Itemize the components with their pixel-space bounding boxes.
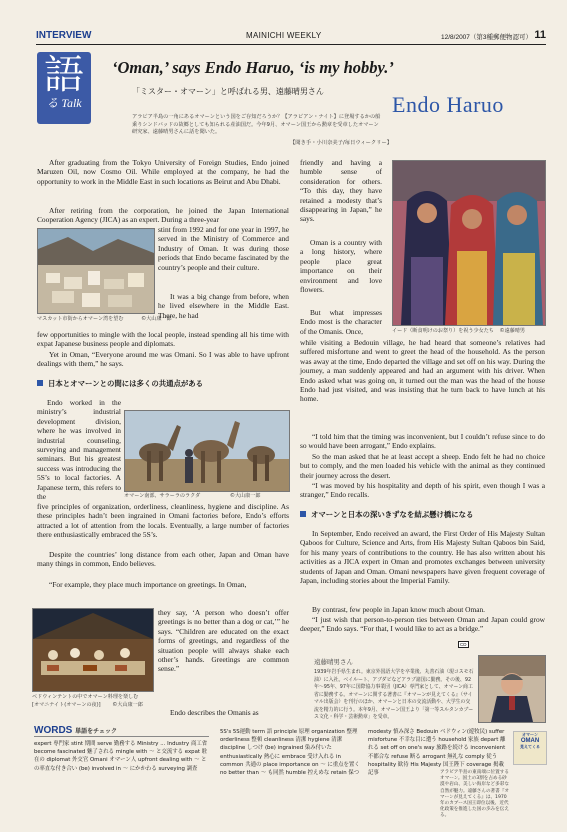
badge-kanji: 語 xyxy=(44,52,84,98)
glossary-col2: 5S's 5S運動 term 語 principle 原理 organization 整理 orderliness 整頓 cleanliness 清潔 hygiene 清潔 discipline しつけ (be) ingrained 染み付いた enthusiastically 熱心に embrace 受け入れる in common 共通の place importance on ～ に重点を置く no better than ～ も同然 humble 控えめな retain 保つ modesty 慎み深さ Bedouin ベドウィン(遊牧民) suffer misfortune 不幸な目に遭う household 家族 depart 離れる set off on one's way 旅路を続ける inconvenient 不都合な refuse 断る arrogant 無礼な comply 従う hospitality 歓待 His Majesty 国王陛下 coverage 掲載記事 xyxy=(220,729,506,777)
photo-caption: ベドウィンテントの中でオマーン料理を楽しむ xyxy=(32,694,139,700)
book-blurb: アラビア半島の東南端に位置するオマーン。国土の3割を占める砂漠や岩山、美しい海岸など多彩な自然が魅力。遠藤さんの著書『オマーンが見えてくる』は、1970年のカブース国王即位以後、近代化政策を推進した国の歩みを伝える。 xyxy=(440,770,509,819)
section-label: INTERVIEW xyxy=(36,30,92,41)
book-cover-ad: オマーン OMAN 見えてくる xyxy=(513,731,547,765)
cd-audio-icon: CD xyxy=(460,642,467,647)
article-paragraph: So the man asked that he at least accept a sheep. Endo felt he had no choice but to comply, and the men loaded his vehicle with the animal as they continued their journey across the desert. xyxy=(300,452,545,480)
photo-muscat-city xyxy=(37,228,155,314)
article-paragraph: Endo worked in the ministry’s industrial development division, where he was involved in industrial counseling, surveying and management seminars. But his greatest success was introducing the 5S’s to local factories. A Japanese term, this refers to the xyxy=(37,398,121,502)
headline: ‘Oman,’ says Endo Haruo, ‘is my hobby.’ xyxy=(112,58,394,77)
badge-talk-label: る Talk xyxy=(46,96,82,110)
photo-camels xyxy=(124,410,290,492)
issue-date: 12/8/2007（第3種郵便物認可） xyxy=(441,34,533,41)
article-paragraph: friendly and having a humble sense of consideration for others. “To this day, they have retained a modesty that’s disappearing in Japan,” he says. xyxy=(300,158,382,224)
article-paragraph: while visiting a Bedouin village, he had heard that someone’s relatives had suffered misfortune and went to greet the head of the household. As the person was away at the time, Endo departed the village and set off on his way. During the journey, a man suddenly appeared and had an argument with his driver. When Endo asked what was going on, it turned out the man was the head of the house Endo had just visited, and was insisting that he turn back to have lunch at his home. xyxy=(300,338,545,404)
article-paragraph: After retiring from the corporation, he joined the Japan International Cooperation Agency (JICA) as an expert. During a three-year xyxy=(37,206,289,225)
lead-paragraph-japanese: アラビア半島の一角にあるオマーンという国をご存知だろうか？【アラビアン・ナイト】に登場するかの船乗りシンドバッドの故郷としても知られる産油国だ。今年9月、オマーン国王から勲章を受章したオマーン研究家、遠藤晴男さんに話を聞いた。 xyxy=(132,114,381,136)
words-title: WORDS 単語をチェック xyxy=(34,725,209,737)
talk-badge xyxy=(37,52,91,124)
profile-name: 遠藤晴男さん xyxy=(314,658,353,666)
photo-caption: オマーン南部、サラーラのラクダ ©大山康一郎 xyxy=(124,493,261,499)
interviewee-name: Endo Haruo xyxy=(392,92,504,117)
photo-caption: [オマニナイト(オマーンの夜)] ©大山康一郎 xyxy=(32,702,143,708)
subheading: 日本とオマーンとの間には多くの共通点がある xyxy=(37,378,203,389)
article-paragraph: After graduating from the Tokyo University of Foreign Studies, Endo joined Maruzen Oil, now Cosmo Oil. While employed at the company, he had the opportunity to work in the Middle East in such locations as Beirut and Abu Dhabi. xyxy=(37,158,289,186)
article-paragraph: “I was moved by his hospitality and depth of his spirit, even though I was a stranger,” Endo recalls. xyxy=(300,481,545,500)
article-paragraph: Endo describes the Omanis as xyxy=(170,708,259,717)
square-bullet-icon xyxy=(37,380,43,386)
page-header xyxy=(36,30,546,45)
photo-caption: マスカット市街からオマーン湾を望む ©大山康一郎 xyxy=(37,316,172,322)
publication-name: MAINICHI WEEKLY xyxy=(246,31,322,40)
photo-omani-girls xyxy=(392,160,546,326)
article-paragraph: “I just wish that person-to-person ties between Oman and Japan could grow deeper,” Endo says. “For that, I would like to act as a bridge.” xyxy=(300,615,545,634)
profile-text: 1939年岩手県生まれ。東京外国語大学を卒業後、丸善石油（現コスモ石油）に入社。ベイルート、アブダビなどアラブ諸国に勤務。その後、92年～95年、97年に国際協力事業団（JICA）専門家として、オマーン商工省に勤務する。オマーンに関する著書に『オマーンが見えてくる』（サイマル出版会）を刊行のほか、オマーンと日本の交流活動や、大学生の交流を精力的に行う。本年9月、オマーン国王より「第一等スルタンカブース文化・科学・芸術勲章」を受章。 xyxy=(314,669,474,720)
article-paragraph: five principles of organization, orderliness, cleanliness, hygiene and discipline. As these principles hadn’t been ingrained in Omani factories before, Endo’s efforts attracted a lot of attention from the locals. Eventually, a large number of factories there enthusiastically embraced the 5S’s. xyxy=(37,502,289,540)
subhead-japanese: 「ミスター・オマーン」と呼ばれる男、遠藤晴男さん xyxy=(132,87,324,96)
article-paragraph: In September, Endo received an award, the First Order of His Majesty Sultan Qaboos for Culture, Science and Arts, from His Majesty Sultan Qaboos bin Said, for his many years of contributions to the country. He has also written about his activities as a JICA expert in Oman and promotes exchanges between university students of Japan and Oman. Omani newspapers have given frequent coverage of Japan, including stories about the Imperial Family. xyxy=(300,529,545,586)
article-paragraph: “For example, they place much importance on greetings. In Oman, xyxy=(49,580,247,589)
photo-caption: イード（断食明けのお祭り）を祝う少女たち ©遠藤晴男 xyxy=(392,328,525,334)
article-paragraph: “I told him that the timing was inconvenient, but I couldn’t refuse since to do so would have been arrogant,” Endo explains. xyxy=(300,432,545,451)
article-paragraph: By contrast, few people in Japan know much about Oman. xyxy=(312,605,486,614)
article-paragraph: Oman is a country with a long history, where people place great importance on their environment and love flowers. xyxy=(300,238,382,295)
page-number: 11 xyxy=(534,29,546,41)
article-paragraph: It was a big change from before, when he lived elsewhere in the Middle East. There, he had xyxy=(158,292,289,320)
interviewer-credit: 【聞き手・小川奈美子/毎日ウィークリー】 xyxy=(290,140,393,146)
article-paragraph: But what impresses Endo most is the character of the Omanis. Once, xyxy=(300,308,382,336)
glossary-col1: expert 専門家 stint 期間 serve 勤務する Ministry ... Industry 商工省 become fascinated 魅了される mingle with ～ と交流する expat 駐在の diplomat 外交官 Omani オマーン人 upfront dealing with ～ との率直な付き合い (be) involved in ～ にかかわる surveying 調査 xyxy=(34,741,208,772)
article-paragraph: stint from 1992 and for one year in 1997, he served in the Ministry of Commerce and Industry of Oman. It was during those periods that Endo became fascinated by the country’s people and their culture. xyxy=(158,225,289,272)
photo-bedouin-tent xyxy=(32,608,154,692)
square-bullet-icon xyxy=(300,511,306,517)
subheading: オマーンと日本の深いきずなを結ぶ懸け橋になる xyxy=(300,509,473,520)
article-paragraph: they say, ‘A person who doesn’t offer greetings is no better than a dog or cat,’” he says. “Children are educated on the exact forms of greetings, and regardless of the situation people will always shake each other’s hands. Greetings are common sense.” xyxy=(158,608,289,674)
article-paragraph: Despite the countries’ long distance from each other, Japan and Oman have many things in common, Endo believes. xyxy=(37,550,289,569)
photo-endo-portrait xyxy=(478,655,546,723)
article-paragraph: few opportunities to mingle with the local people, instead spending all his time with expat Japanese business people and diplomats. xyxy=(37,330,289,349)
article-paragraph: Yet in Oman, “Everyone around me was Omani. So I was able to have upfront dealings with them,” he says. xyxy=(37,350,289,369)
